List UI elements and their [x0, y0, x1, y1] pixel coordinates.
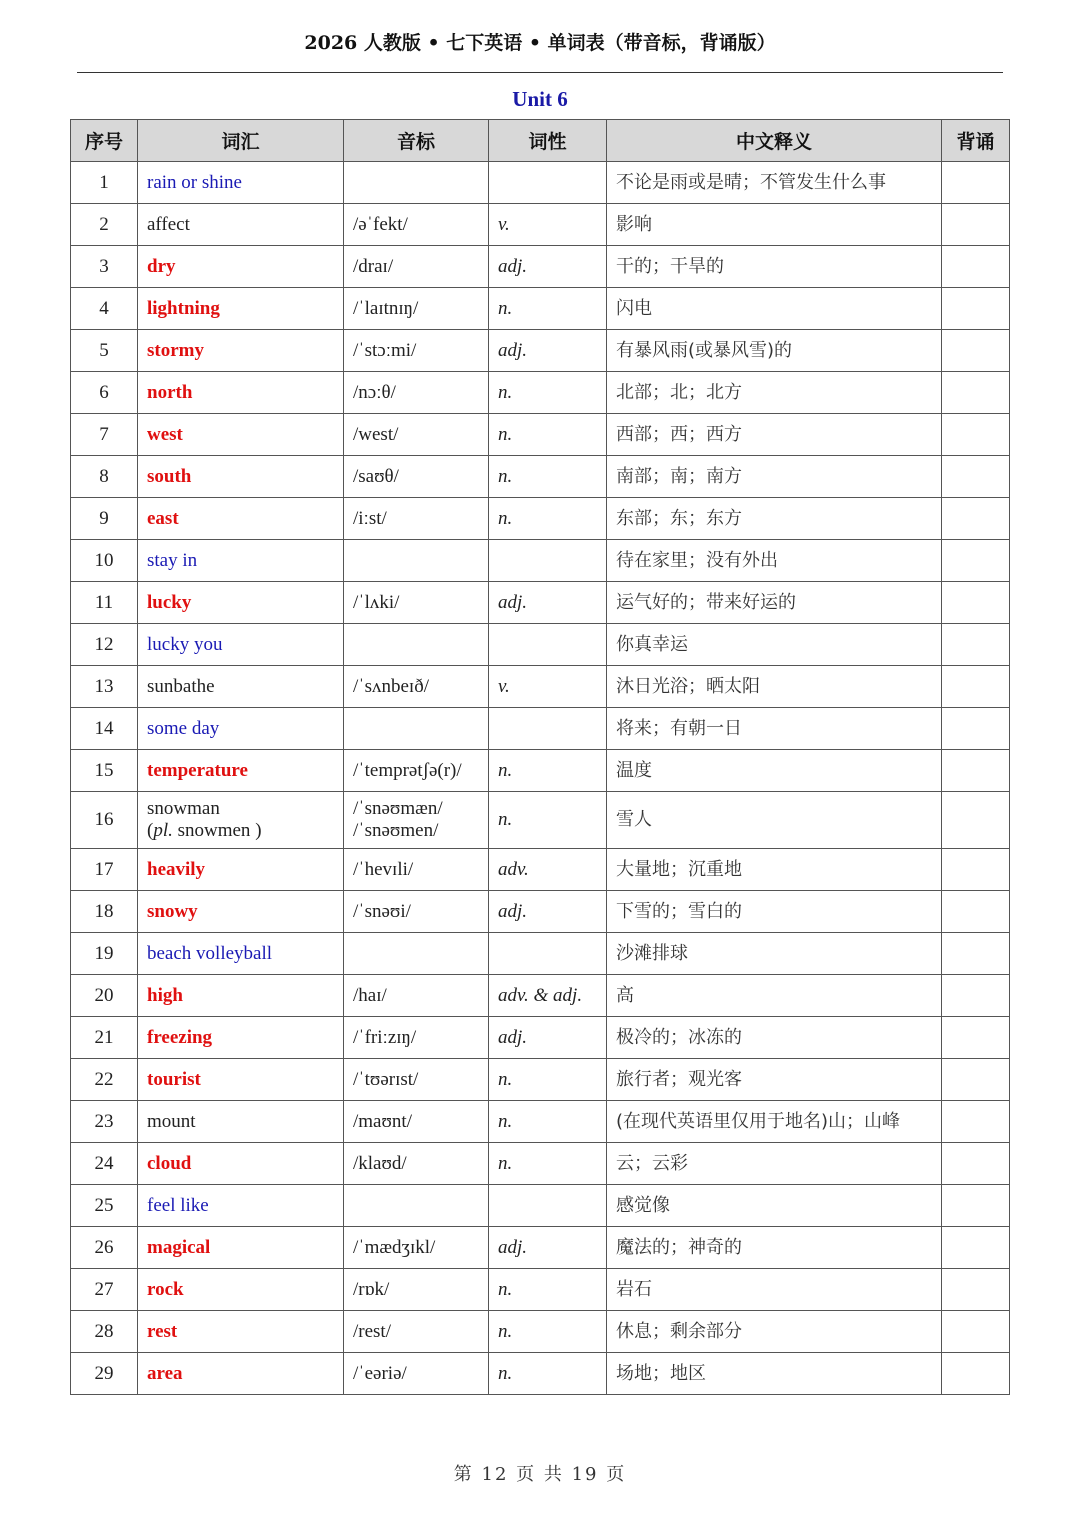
row-number: 3: [71, 246, 138, 288]
chinese-meaning: 感觉像: [607, 1185, 942, 1227]
phonetic: [344, 1185, 489, 1227]
recite-cell[interactable]: [942, 1269, 1010, 1311]
table-row: [71, 975, 1010, 1017]
row-number: 18: [71, 891, 138, 933]
phonetic: /saʊθ/: [344, 456, 489, 498]
part-of-speech: [489, 1185, 607, 1227]
vocab-word: affect: [138, 204, 344, 246]
recite-cell[interactable]: [942, 1353, 1010, 1395]
vocab-word: some day: [138, 708, 344, 750]
recite-cell[interactable]: [942, 498, 1010, 540]
chinese-meaning: 雪人: [607, 792, 942, 849]
row-number: 29: [71, 1353, 138, 1395]
chinese-meaning: 将来；有朝一日: [607, 708, 942, 750]
vocab-word: dry: [138, 246, 344, 288]
recite-cell[interactable]: [942, 330, 1010, 372]
vocabulary-table: [70, 119, 1010, 1395]
table-row: [71, 456, 1010, 498]
part-of-speech: [489, 708, 607, 750]
part-of-speech: adj.: [489, 1017, 607, 1059]
table-row: [71, 246, 1010, 288]
part-of-speech: n.: [489, 1143, 607, 1185]
page-number-footer: 第 12 页 共 19 页: [453, 1464, 627, 1485]
part-of-speech: adv. & adj.: [489, 975, 607, 1017]
recite-cell[interactable]: [942, 1059, 1010, 1101]
chinese-meaning: 你真幸运: [607, 624, 942, 666]
recite-cell[interactable]: [942, 1185, 1010, 1227]
phonetic: /west/: [344, 414, 489, 456]
phonetic: /iːst/: [344, 498, 489, 540]
recite-cell[interactable]: [942, 582, 1010, 624]
table-header-row: [71, 120, 1010, 162]
row-number: 27: [71, 1269, 138, 1311]
row-number: 24: [71, 1143, 138, 1185]
plural-label: pl.: [153, 820, 173, 841]
table-row: [71, 891, 1010, 933]
part-of-speech: n.: [489, 750, 607, 792]
part-of-speech: n.: [489, 792, 607, 849]
vocab-word: mount: [138, 1101, 344, 1143]
row-number: 28: [71, 1311, 138, 1353]
recite-cell[interactable]: [942, 372, 1010, 414]
row-number: 1: [71, 162, 138, 204]
chinese-meaning: 魔法的；神奇的: [607, 1227, 942, 1269]
chinese-meaning: 不论是雨或是晴；不管发生什么事: [607, 162, 942, 204]
part-of-speech: v.: [489, 204, 607, 246]
vocab-word: area: [138, 1353, 344, 1395]
phonetic: /ˈstɔːmi/: [344, 330, 489, 372]
phonetic: /ˈlaɪtnɪŋ/: [344, 288, 489, 330]
plural-form: snowmen: [177, 820, 251, 841]
recite-cell[interactable]: [942, 1311, 1010, 1353]
part-of-speech: adv.: [489, 849, 607, 891]
phonetic: [344, 708, 489, 750]
part-of-speech: [489, 162, 607, 204]
col-header-recite: 背诵: [942, 120, 1010, 162]
table-row: [71, 582, 1010, 624]
vocab-word: magical: [138, 1227, 344, 1269]
recite-cell[interactable]: [942, 456, 1010, 498]
table-row: [71, 666, 1010, 708]
recite-cell[interactable]: [942, 414, 1010, 456]
part-of-speech: [489, 540, 607, 582]
vocab-word: heavily: [138, 849, 344, 891]
vocab-word-plural: (pl. snowmen ): [147, 820, 262, 841]
recite-cell[interactable]: [942, 1227, 1010, 1269]
recite-cell[interactable]: [942, 792, 1010, 849]
recite-cell[interactable]: [942, 750, 1010, 792]
table-row: [71, 330, 1010, 372]
chinese-meaning: 温度: [607, 750, 942, 792]
part-of-speech: n.: [489, 1269, 607, 1311]
table-row: [71, 792, 1010, 849]
chinese-meaning: 下雪的；雪白的: [607, 891, 942, 933]
recite-cell[interactable]: [942, 204, 1010, 246]
header-divider: [77, 72, 1003, 73]
chinese-meaning: 极冷的；冰冻的: [607, 1017, 942, 1059]
chinese-meaning: 场地；地区: [607, 1353, 942, 1395]
vocab-word: freezing: [138, 1017, 344, 1059]
chinese-meaning: 东部；东；东方: [607, 498, 942, 540]
recite-cell[interactable]: [942, 1101, 1010, 1143]
row-number: 2: [71, 204, 138, 246]
phonetic: /klaʊd/: [344, 1143, 489, 1185]
table-row: [71, 708, 1010, 750]
phonetic-plural: /ˈsnəʊmen/: [353, 820, 439, 841]
vocab-word: temperature: [138, 750, 344, 792]
row-number: 16: [71, 792, 138, 849]
chinese-meaning: 云；云彩: [607, 1143, 942, 1185]
part-of-speech: n.: [489, 1101, 607, 1143]
vocab-word: lucky: [138, 582, 344, 624]
recite-cell[interactable]: [942, 540, 1010, 582]
part-of-speech: n.: [489, 1353, 607, 1395]
part-of-speech: n.: [489, 456, 607, 498]
row-number: 20: [71, 975, 138, 1017]
table-row: [71, 540, 1010, 582]
table-row: [71, 1269, 1010, 1311]
row-number: 26: [71, 1227, 138, 1269]
phonetic: /haɪ/: [344, 975, 489, 1017]
row-number: 19: [71, 933, 138, 975]
chinese-meaning: 北部；北；北方: [607, 372, 942, 414]
table-row: [71, 1353, 1010, 1395]
recite-cell[interactable]: [942, 1017, 1010, 1059]
vocab-word: beach volleyball: [138, 933, 344, 975]
recite-cell[interactable]: [942, 666, 1010, 708]
phonetic: [344, 624, 489, 666]
row-number: 14: [71, 708, 138, 750]
table-body: [71, 162, 1010, 1395]
phonetic: /maʊnt/: [344, 1101, 489, 1143]
phonetic: /rɒk/: [344, 1269, 489, 1311]
phonetic: /ˈsnəʊi/: [344, 891, 489, 933]
recite-cell[interactable]: [942, 933, 1010, 975]
part-of-speech: n.: [489, 498, 607, 540]
phonetic: /nɔːθ/: [344, 372, 489, 414]
chinese-meaning: 西部；西；西方: [607, 414, 942, 456]
chinese-meaning: 南部；南；南方: [607, 456, 942, 498]
vocab-word: rest: [138, 1311, 344, 1353]
vocab-word: north: [138, 372, 344, 414]
vocab-word: feel like: [138, 1185, 344, 1227]
part-of-speech: adj.: [489, 330, 607, 372]
phonetic: /ˈeəriə/: [344, 1353, 489, 1395]
chinese-meaning: 闪电: [607, 288, 942, 330]
vocab-word: stay in: [138, 540, 344, 582]
recite-cell[interactable]: [942, 288, 1010, 330]
chinese-meaning: 待在家里；没有外出: [607, 540, 942, 582]
part-of-speech: n.: [489, 414, 607, 456]
phonetic: /ˈfriːzɪŋ/: [344, 1017, 489, 1059]
part-of-speech: adj.: [489, 582, 607, 624]
table-row: [71, 1185, 1010, 1227]
part-of-speech: [489, 624, 607, 666]
phonetic: /rest/: [344, 1311, 489, 1353]
col-header-part-of-speech: 词性: [489, 120, 607, 162]
chinese-meaning: 有暴风雨(或暴风雪)的: [607, 330, 942, 372]
row-number: 6: [71, 372, 138, 414]
part-of-speech: n.: [489, 288, 607, 330]
vocab-word-singular: snowman: [147, 798, 220, 819]
chinese-meaning: 岩石: [607, 1269, 942, 1311]
row-number: 13: [71, 666, 138, 708]
row-number: 25: [71, 1185, 138, 1227]
vocab-word: south: [138, 456, 344, 498]
table-row: [71, 1059, 1010, 1101]
vocab-word: high: [138, 975, 344, 1017]
row-number: 23: [71, 1101, 138, 1143]
vocab-word: east: [138, 498, 344, 540]
vocab-word: rain or shine: [138, 162, 344, 204]
chinese-meaning: 干的；干旱的: [607, 246, 942, 288]
recite-cell[interactable]: [942, 891, 1010, 933]
vocab-word: cloud: [138, 1143, 344, 1185]
row-number: 10: [71, 540, 138, 582]
table-row: [71, 849, 1010, 891]
table-row: [71, 624, 1010, 666]
table-row: [71, 1143, 1010, 1185]
row-number: 11: [71, 582, 138, 624]
row-number: 22: [71, 1059, 138, 1101]
row-number: 4: [71, 288, 138, 330]
phonetic: /ˈhevɪli/: [344, 849, 489, 891]
table-row: [71, 498, 1010, 540]
chinese-meaning: 沐日光浴；晒太阳: [607, 666, 942, 708]
row-number: 12: [71, 624, 138, 666]
vocab-word: lightning: [138, 288, 344, 330]
recite-cell[interactable]: [942, 246, 1010, 288]
chinese-meaning: 沙滩排球: [607, 933, 942, 975]
table-row: [71, 1227, 1010, 1269]
row-number: 5: [71, 330, 138, 372]
row-number: 7: [71, 414, 138, 456]
chinese-meaning: 影响: [607, 204, 942, 246]
phonetic: [344, 540, 489, 582]
vocab-word: sunbathe: [138, 666, 344, 708]
chinese-meaning: (在现代英语里仅用于地名)山；山峰: [607, 1101, 942, 1143]
phonetic-singular: /ˈsnəʊmæn/: [353, 798, 443, 819]
col-header-number: 序号: [71, 120, 138, 162]
part-of-speech: adj.: [489, 1227, 607, 1269]
recite-cell[interactable]: [942, 162, 1010, 204]
recite-cell[interactable]: [942, 624, 1010, 666]
chinese-meaning: 高: [607, 975, 942, 1017]
col-header-word: 词汇: [138, 120, 344, 162]
phonetic: /ˈtemprətʃə(r)/: [344, 750, 489, 792]
part-of-speech: [489, 933, 607, 975]
table-row: [71, 372, 1010, 414]
table-row: [71, 750, 1010, 792]
row-number: 17: [71, 849, 138, 891]
table-row: [71, 1017, 1010, 1059]
col-header-chinese-meaning: 中文释义: [607, 120, 942, 162]
row-number: 9: [71, 498, 138, 540]
phonetic: [344, 933, 489, 975]
recite-cell[interactable]: [942, 1143, 1010, 1185]
part-of-speech: n.: [489, 1059, 607, 1101]
part-of-speech: v.: [489, 666, 607, 708]
row-number: 15: [71, 750, 138, 792]
row-number: 8: [71, 456, 138, 498]
phonetic: /draɪ/: [344, 246, 489, 288]
unit-title: Unit 6: [512, 87, 568, 111]
vocab-word: stormy: [138, 330, 344, 372]
col-header-phonetic: 音标: [344, 120, 489, 162]
vocab-word: rock: [138, 1269, 344, 1311]
table-row: [71, 1311, 1010, 1353]
part-of-speech: adj.: [489, 246, 607, 288]
phonetic: /ˈmædʒɪkl/: [344, 1227, 489, 1269]
vocab-word: lucky you: [138, 624, 344, 666]
recite-cell[interactable]: [942, 975, 1010, 1017]
table-row: [71, 1101, 1010, 1143]
chinese-meaning: 运气好的；带来好运的: [607, 582, 942, 624]
part-of-speech: n.: [489, 372, 607, 414]
chinese-meaning: 休息；剩余部分: [607, 1311, 942, 1353]
row-number: 21: [71, 1017, 138, 1059]
vocab-word: west: [138, 414, 344, 456]
phonetic: /ˈtʊərɪst/: [344, 1059, 489, 1101]
vocab-word: tourist: [138, 1059, 344, 1101]
recite-cell[interactable]: [942, 708, 1010, 750]
phonetic: /əˈfekt/: [344, 204, 489, 246]
phonetic: /ˈlʌki/: [344, 582, 489, 624]
part-of-speech: n.: [489, 1311, 607, 1353]
phonetic: [344, 792, 489, 849]
page-header-title: 2026 人教版 • 七下英语 • 单词表（带音标，背诵版）: [304, 32, 776, 54]
phonetic: [344, 162, 489, 204]
vocab-word: snowy: [138, 891, 344, 933]
phonetic: /ˈsʌnbeɪð/: [344, 666, 489, 708]
part-of-speech: adj.: [489, 891, 607, 933]
chinese-meaning: 旅行者；观光客: [607, 1059, 942, 1101]
table-row: [71, 414, 1010, 456]
table-row: [71, 933, 1010, 975]
table-row: [71, 204, 1010, 246]
chinese-meaning: 大量地；沉重地: [607, 849, 942, 891]
vocab-word: [138, 792, 344, 849]
table-row: [71, 162, 1010, 204]
table-row: [71, 288, 1010, 330]
recite-cell[interactable]: [942, 849, 1010, 891]
